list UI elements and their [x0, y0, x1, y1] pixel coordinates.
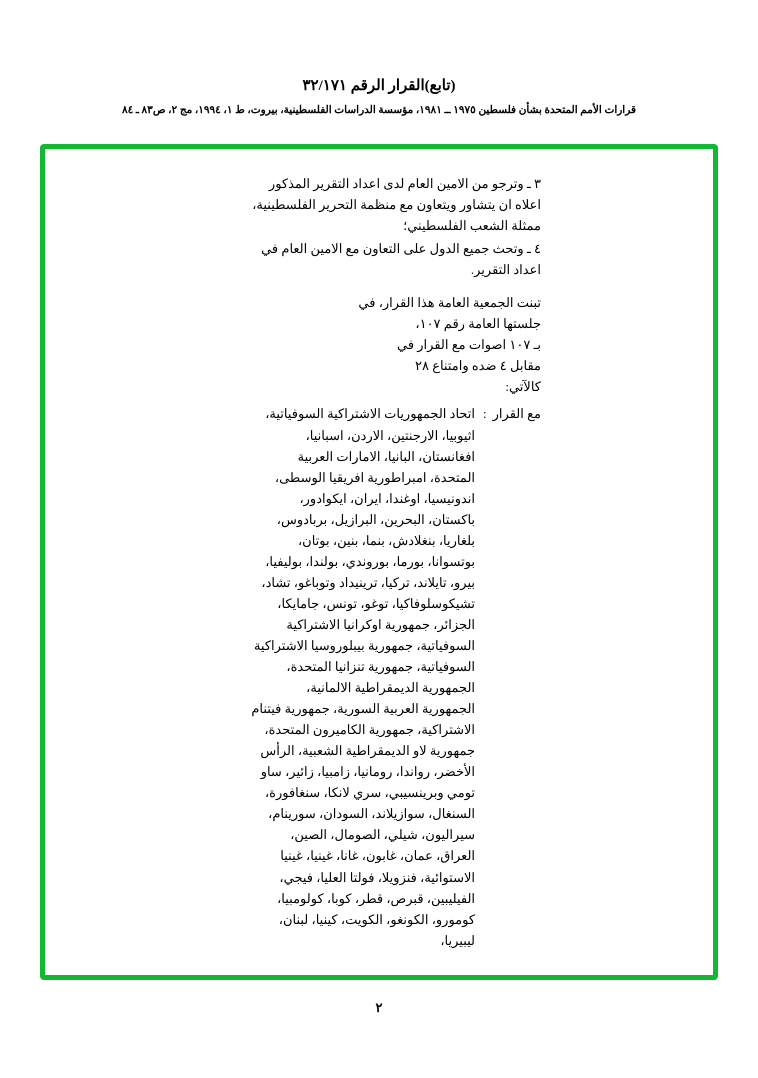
vote-line-3: بـ ١٠٧ اصوات مع القرار في [396, 337, 541, 353]
paragraph-3: ٣ ـ وترجو من الامين العام لدى اعداد التقرير المذكور اعلاه ان يتشاور ويتعاون مع منظمة التحرير الفلسطينية، ممثلة الشعب الفلسطيني؛ [252, 176, 541, 234]
paragraph-4: ٤ ـ وتحث جميع الدول على التعاون مع الامين العام في اعداد التقرير. [261, 241, 541, 278]
vote-line-5: كالآتي: [505, 379, 541, 395]
page-subtitle: قرارات الأمم المتحدة بشأن فلسطين ١٩٧٥ ــ ١٩٨١، مؤسسة الدراسات الفلسطينية، بيروت، ط ١، ١٩٩٤، مج ٢، ص٨٣ ـ ٨٤ [121, 105, 637, 116]
page-number: ٢ [375, 1000, 383, 1015]
vote-line-1: تبنت الجمعية العامة هذا القرار، في [358, 295, 541, 311]
votes-in-favour-label: مع القرار [492, 406, 541, 422]
votes-in-favour-colon: : [483, 406, 487, 422]
document-header [0, 0, 758, 116]
votes-in-favour-countries: اتحاد الجمهوريات الاشتراكية السوفياتية، اثيوبيا، الارجنتين، الاردن، اسبانيا، افغانستان، البانيا، الامارات العربية المتحدة، امبراطورية افريقيا الوسطى، اندونيسيا، اوغندا، ايران، ايكوادور، باكستان، البحرين، البرازيل، بربادوس، بلغاريا، بنغلادش، بنما، بنين، بوتان، بوتسوانا، بورما، بوروندي، بولندا، بوليفيا، بيرو، تايلاند، تركيا، ترينيداد وتوباغو، تشاد، تشيكوسلوفاكيا، توغو، تونس، جامايكا، الجزائر، جمهورية اوكرانيا الاشتراكية السوفياتية، جمهورية بيبلوروسيا الاشتراكية السوفياتية، جمهورية تنزانيا المتحدة، الجمهورية الديمقراطية الالمانية، الجمهورية العربية السورية، جمهورية فيتنام الاشتراكية، جمهورية الكاميرون المتحدة، جمهورية لاو الديمقراطية الشعبية، الرأس الأخضر، رواندا، رومانيا، زامبيا، زائير، ساو تومي وبرينسيبي، سري لانكا، سنغافورة، السنغال، سوازيلاند، السودان، سورينام، سيراليون، شيلي، الصومال، الصين، العراق، عمان، غابون، غانا، غينيا، غينيا الاستوائية، فنزويلا، فولتا العليا، فيجي، الفيليبين، قبرص، قطر، كوبا، كولومبيا، كومورو، الكونغو، الكويت، كينيا، لبنان، ليبيريا، [251, 406, 476, 948]
document-body [251, 173, 541, 951]
vote-line-4: مقابل ٤ ضده وامتناع ٢٨ [414, 358, 541, 374]
content-frame [40, 144, 718, 980]
vote-block [251, 292, 541, 397]
vote-line-2: جلستها العامة رقم ١٠٧، [415, 316, 541, 332]
votes-in-favour-list [251, 403, 541, 950]
page-title: (تابع)القرار الرقم ٣٢/١٧١ [302, 78, 456, 94]
